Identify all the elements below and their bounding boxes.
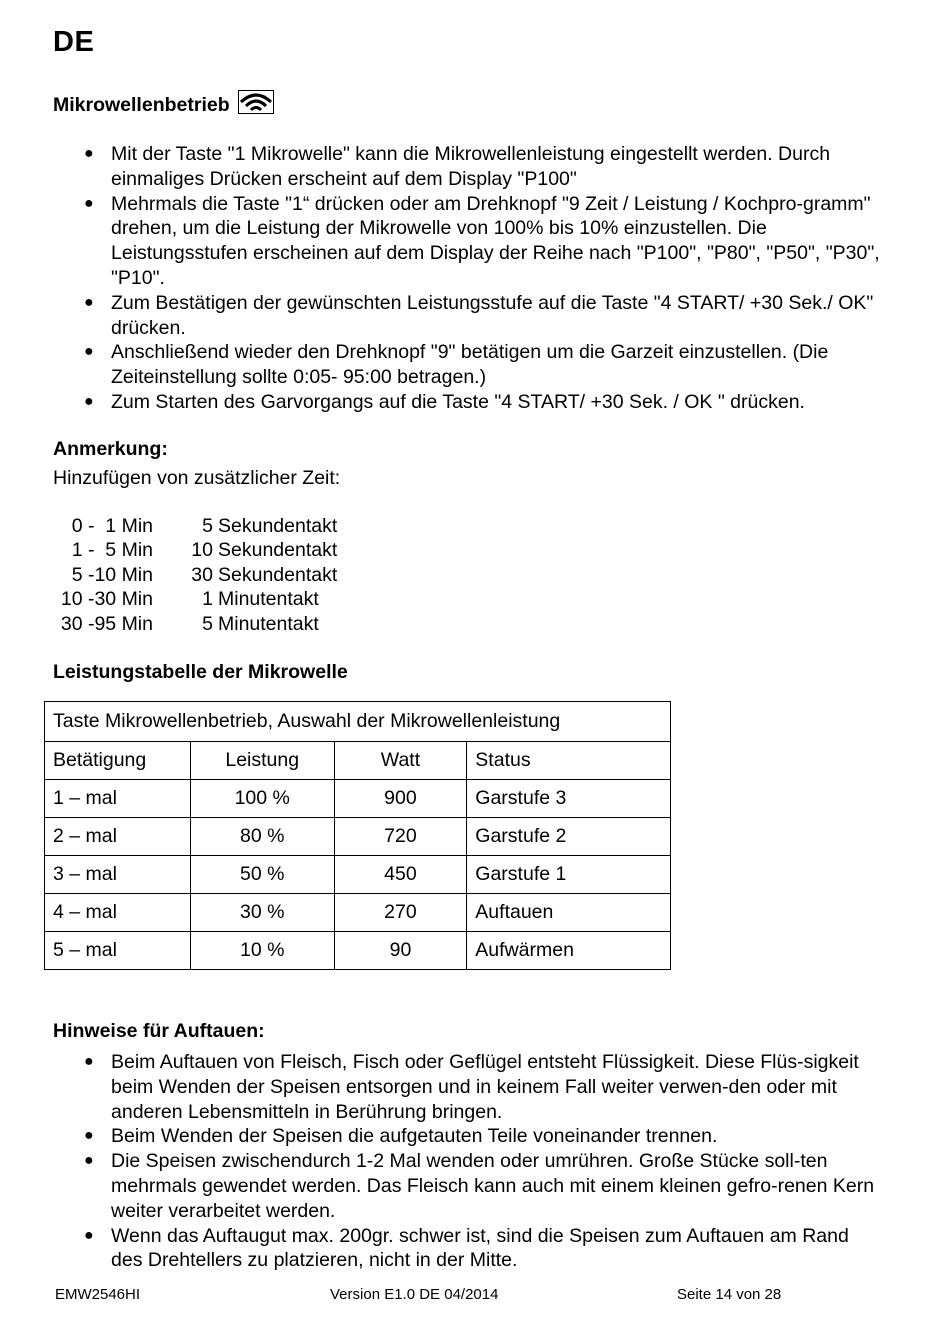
list-item: ● Wenn das Auftaugut max. 200gr. schwer ist, sind die Speisen zum Auftauen am Rand des Drehtellers zu platzieren, nicht in der Mitte. [84, 1224, 849, 1272]
table-cell: 1 – mal [45, 780, 191, 818]
time-range: 1 - 5 Min [71, 539, 153, 562]
table-cell: 80 % [190, 818, 334, 856]
table-row [45, 780, 671, 818]
list-item: ● Beim Auftauen von Fleisch, Fisch oder Geflügel entsteht Flüssigkeit. Diese Flüs-sigkeit beim Wenden der Speisen entsorgen und in keinem Fall weiter verwen-den oder mit anderen Lebensmitteln in Berührung bringen. [84, 1051, 859, 1123]
increment-amount: 30 [191, 563, 213, 586]
table-cell: 450 [334, 856, 467, 894]
table-cell: Garstufe 3 [467, 780, 671, 818]
table-cell: 4 – mal [45, 894, 191, 932]
defrost-instructions-list [53, 1050, 883, 1273]
list-item: ● Zum Bestätigen der gewünschten Leistungsstufe auf die Taste "4 START/ +30 Sek./ OK" drücken. [84, 291, 874, 339]
column-header: Betätigung [45, 742, 191, 780]
column-header: Leistung [190, 742, 334, 780]
list-item-text: Anschließend wieder den Drehknopf "9" betätigen um die Garzeit einzustellen. (Die Zeiteinstellung sollte 0:05- 95:00 betragen.) [111, 341, 829, 389]
list-item [53, 563, 337, 587]
list-item: ● Anschließend wieder den Drehknopf "9" betätigen um die Garzeit einzustellen. (Die Zeiteinstellung sollte 0:05- 95:00 betragen.) [84, 341, 829, 389]
table-cell: 10 % [190, 932, 334, 970]
table-cell: 50 % [190, 856, 334, 894]
list-item-text: Zum Bestätigen der gewünschten Leistungsstufe auf die Taste "4 START/ +30 Sek./ OK" drücken. [111, 291, 874, 339]
list-item: ● Die Speisen zwischendurch 1-2 Mal wenden oder umrühren. Große Stücke soll-ten mehrmals gewendet werden. Das Fleisch kann auch mit einem kleinen gefro-renen Kern weiter verarbeitet werden. [84, 1150, 875, 1222]
list-item-text: Die Speisen zwischendurch 1-2 Mal wenden oder umrühren. Große Stücke soll-ten mehrmals gewendet werden. Das Fleisch kann auch mit einem kleinen gefro-renen Kern weiter verarbeitet werden. [111, 1150, 875, 1222]
list-item-text: Beim Wenden der Speisen die aufgetauten Teile voneinander trennen. [111, 1125, 718, 1148]
table-cell: 5 – mal [45, 932, 191, 970]
table-cell: 3 – mal [45, 856, 191, 894]
table-cell: Auftauen [467, 894, 671, 932]
table-cell: 720 [334, 818, 467, 856]
microwave-waves-icon [238, 90, 274, 120]
time-range: 10 -30 Min [60, 588, 153, 611]
table-row [45, 818, 671, 856]
increment-amount: 5 [202, 515, 213, 537]
table-cell: Garstufe 2 [467, 818, 671, 856]
table-caption: Taste Mikrowellenbetrieb, Auswahl der Mikrowellenleistung [45, 702, 671, 742]
footer-version: Version E1.0 DE 04/2014 [330, 1286, 499, 1303]
list-item: ● Mit der Taste "1 Mikrowelle" kann die Mikrowellenleistung eingestellt werden. Durch einmaliges Drücken erscheint auf dem Display "P100" [84, 143, 831, 190]
microwave-instructions-list [53, 142, 883, 415]
time-range: 30 -95 Min [60, 612, 153, 635]
table-row [45, 932, 671, 970]
time-range: 0 - 1 Min [71, 515, 153, 537]
time-increment-list [53, 514, 337, 636]
list-item [53, 514, 337, 538]
increment-unit: Minutentakt [218, 612, 319, 635]
table-cell: 100 % [190, 780, 334, 818]
footer-page-number: Seite 14 von 28 [677, 1286, 782, 1303]
increment-amount: 5 [202, 612, 213, 635]
note-title: Anmerkung: [53, 438, 168, 460]
footer-model: EMW2546HI [55, 1286, 141, 1303]
list-item-text: Beim Auftauen von Fleisch, Fisch oder Geflügel entsteht Flüssigkeit. Diese Flüs-sigkeit beim Wenden der Speisen entsorgen und in keinem Fall weiter verwen-den oder mit anderen Lebensmitteln in Berührung bringen. [111, 1051, 859, 1123]
list-item: ● Beim Wenden der Speisen die aufgetauten Teile voneinander trennen. [84, 1125, 718, 1148]
column-header: Status [467, 742, 671, 780]
list-item-text: Mit der Taste "1 Mikrowelle" kann die Mikrowellenleistung eingestellt werden. Durch einmaliges Drücken erscheint auf dem Display "P100" [111, 143, 831, 190]
table-header-row [45, 742, 671, 780]
increment-amount: 1 [202, 588, 213, 611]
table-cell: 90 [334, 932, 467, 970]
table-cell: Garstufe 1 [467, 856, 671, 894]
table-cell: Aufwärmen [467, 932, 671, 970]
table-row [45, 856, 671, 894]
increment-unit: Sekundentakt [218, 515, 338, 537]
list-item-text: Mehrmals die Taste "1“ drücken oder am Drehknopf "9 Zeit / Leistung / Kochpro-gramm" drehen, um die Leistung der Mikrowelle von 100% bis 10% einzustellen. Die Leistungsstufen erscheinen auf dem Display der Reihe nach "P100", "P80", "P50", "P30", "P10". [111, 192, 880, 289]
increment-unit: Sekundentakt [218, 563, 338, 586]
column-header: Watt [334, 742, 467, 780]
table-cell: 900 [334, 780, 467, 818]
time-range: 5 -10 Min [71, 563, 153, 586]
defrost-title: Hinweise für Auftauen: [53, 1020, 265, 1042]
list-item-text: Wenn das Auftaugut max. 200gr. schwer ist, sind die Speisen zum Auftauen am Rand des Drehtellers zu platzieren, nicht in der Mitte. [111, 1224, 849, 1272]
table-caption-row [45, 702, 671, 742]
section-title-microwave-text: Mikrowellenbetrieb [53, 94, 230, 116]
note-subtitle: Hinzufügen von zusätzlicher Zeit: [53, 467, 341, 489]
list-item-text: Zum Starten des Garvorgangs auf die Taste "4 START/ +30 Sek. / OK " drücken. [111, 390, 805, 413]
language-code: DE [53, 26, 95, 58]
increment-unit: Sekundentakt [218, 539, 338, 562]
list-item [53, 538, 337, 562]
increment-unit: Minutentakt [218, 588, 319, 611]
table-cell: 270 [334, 894, 467, 932]
list-item [53, 612, 337, 636]
increment-amount: 10 [191, 539, 213, 562]
list-item: ● Mehrmals die Taste "1“ drücken oder am Drehknopf "9 Zeit / Leistung / Kochpro-gramm" drehen, um die Leistung der Mikrowelle von 100% bis 10% einzustellen. Die Leistungsstufen erscheinen auf dem Display der Reihe nach "P100", "P80", "P50", "P30", "P10". [84, 192, 880, 289]
table-cell: 30 % [190, 894, 334, 932]
power-table [44, 701, 671, 970]
table-row [45, 894, 671, 932]
section-title-microwave [53, 90, 274, 120]
list-item [53, 587, 337, 611]
list-item: ● Zum Starten des Garvorgangs auf die Taste "4 START/ +30 Sek. / OK " drücken. [84, 390, 805, 413]
power-table-title: Leistungstabelle der Mikrowelle [53, 661, 348, 683]
table-cell: 2 – mal [45, 818, 191, 856]
